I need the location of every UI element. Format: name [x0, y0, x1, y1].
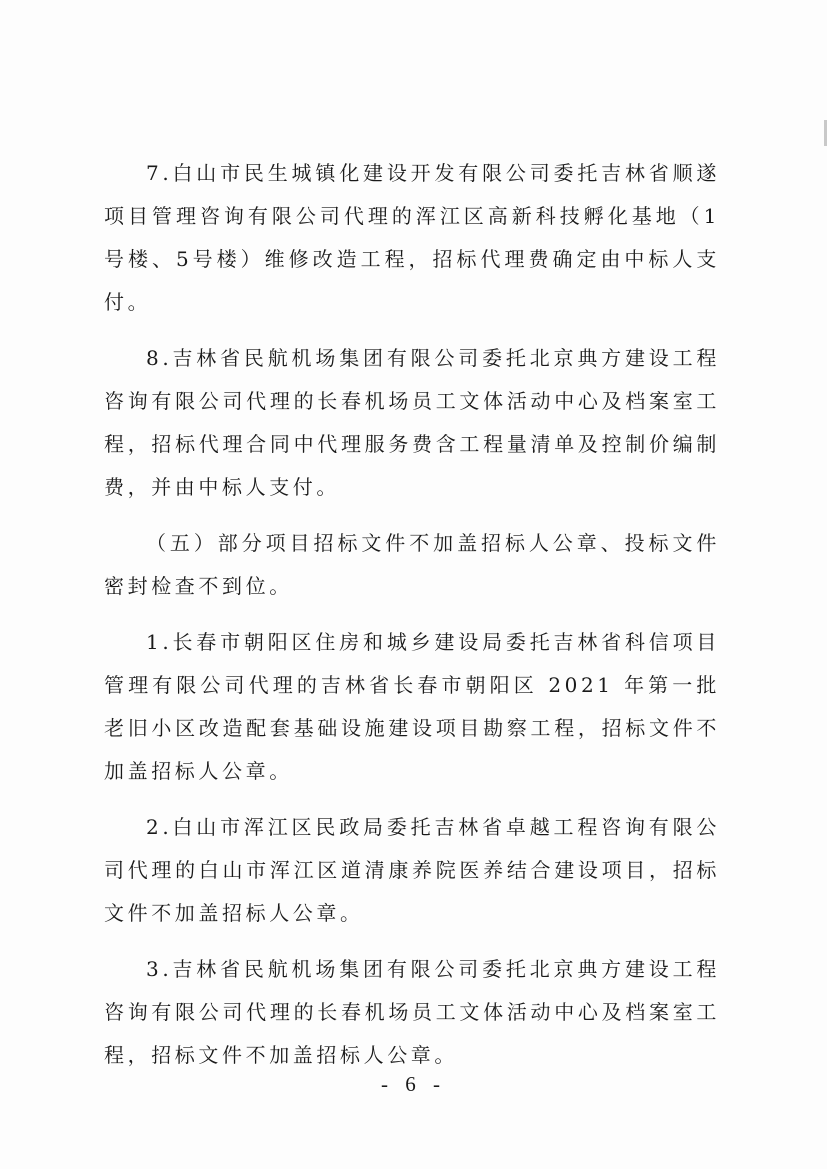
paragraph-8: 8.吉林省民航机场集团有限公司委托北京典方建设工程咨询有限公司代理的长春机场员工文体活动中心及档案室工程，招标代理合同中代理服务费含工程量清单及控制价编制费，并由中标人支付。: [104, 346, 720, 499]
paragraph-5-3: 3.吉林省民航机场集团有限公司委托北京典方建设工程咨询有限公司代理的长春机场员工文体活动中心及档案室工程，招标文件不加盖招标人公章。: [104, 957, 720, 1067]
page-number: - 6 -: [381, 1072, 446, 1096]
body-text: [104, 152, 720, 1090]
paragraph-7: 7.白山市民生城镇化建设开发有限公司委托吉林省顺遂项目管理咨询有限公司代理的浑江区高新科技孵化基地（1号楼、5号楼）维修改造工程，招标代理费确定由中标人支付。: [104, 161, 720, 314]
paragraph-5-1: 1.长春市朝阳区住房和城乡建设局委托吉林省科信项目管理有限公司代理的吉林省长春市朝阳区 2021 年第一批老旧小区改造配套基础设施建设项目勘察工程，招标文件不加盖招标人公章。: [104, 630, 720, 783]
section-heading-5: （五）部分项目招标文件不加盖招标人公章、投标文件密封检查不到位。: [104, 531, 720, 598]
paragraph-5-2: 2.白山市浑江区民政局委托吉林省卓越工程咨询有限公司代理的白山市浑江区道清康养院医养结合建设项目，招标文件不加盖招标人公章。: [104, 815, 720, 925]
